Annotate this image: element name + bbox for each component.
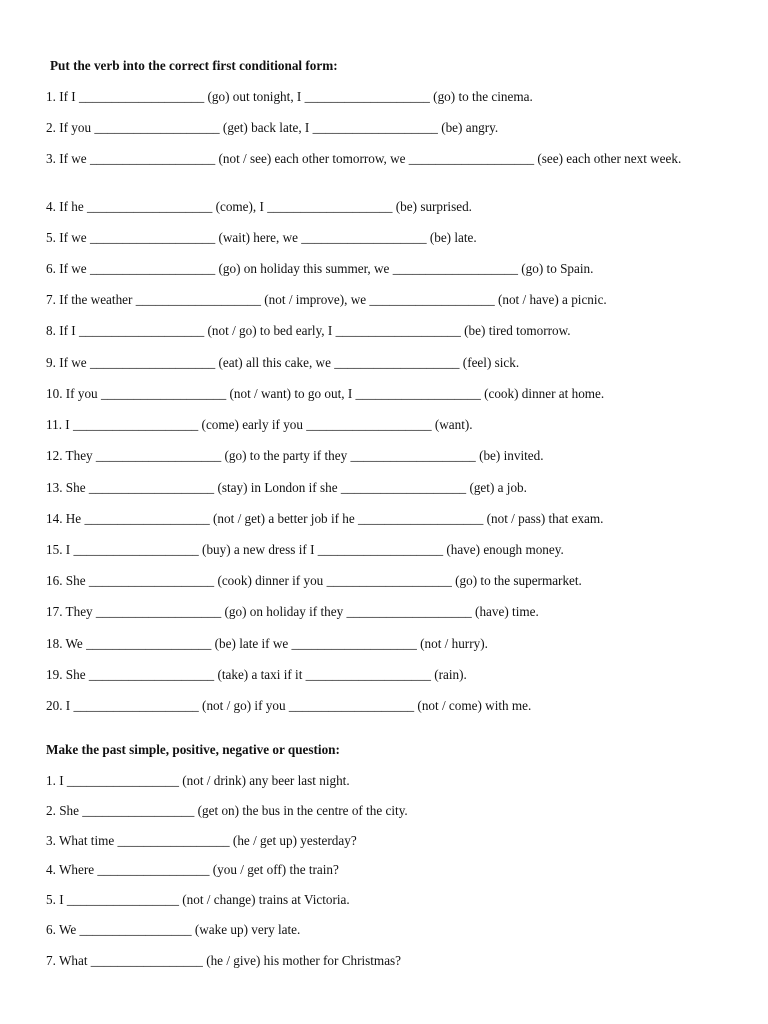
exercise2-item: 2. She _________________ (get on) the bus in the centre of the city. bbox=[46, 803, 408, 818]
exercise1-item: 5. If we ___________________ (wait) here, we ___________________ (be) late. bbox=[46, 230, 477, 245]
exercise2-item: 4. Where _________________ (you / get off) the train? bbox=[46, 862, 339, 877]
exercise1-item: 18. We ___________________ (be) late if we ___________________ (not / hurry). bbox=[46, 636, 488, 651]
exercise1-item: 17. They ___________________ (go) on holiday if they ___________________ (have) time. bbox=[46, 604, 539, 619]
exercise1-item: 9. If we ___________________ (eat) all this cake, we ___________________ (feel) sick. bbox=[46, 355, 520, 370]
exercise1-item: 11. I ___________________ (come) early if you ___________________ (want). bbox=[46, 417, 473, 432]
exercise1-item: 3. If we ___________________ (not / see) each other tomorrow, we ___________________ (see) each other next week. bbox=[46, 151, 682, 166]
exercise2-item: 5. I _________________ (not / change) trains at Victoria. bbox=[46, 892, 350, 907]
exercise1-item: 14. He ___________________ (not / get) a better job if he ___________________ (not / pass) that exam. bbox=[46, 511, 604, 526]
section2-heading: Make the past simple, positive, negative or question: bbox=[46, 742, 340, 757]
exercise2-item: 3. What time _________________ (he / get up) yesterday? bbox=[46, 833, 357, 848]
exercise1-item: 8. If I ___________________ (not / go) to bed early, I ___________________ (be) tired tomorrow. bbox=[46, 323, 571, 338]
exercise1-item: 15. I ___________________ (buy) a new dress if I ___________________ (have) enough money. bbox=[46, 542, 564, 557]
exercise1-item: 2. If you ___________________ (get) back late, I ___________________ (be) angry. bbox=[46, 120, 499, 135]
exercise2-item: 7. What _________________ (he / give) his mother for Christmas? bbox=[46, 953, 402, 968]
exercise1-item: 16. She ___________________ (cook) dinner if you ___________________ (go) to the supermarket. bbox=[46, 573, 582, 588]
exercise1-item: 4. If he ___________________ (come), I ___________________ (be) surprised. bbox=[46, 199, 472, 214]
exercise1-item: 20. I ___________________ (not / go) if you ___________________ (not / come) with me. bbox=[46, 698, 532, 713]
exercise1-item: 7. If the weather ___________________ (not / improve), we ___________________ (not / have) a picnic. bbox=[46, 292, 607, 307]
exercise2-item: 6. We _________________ (wake up) very late. bbox=[46, 922, 301, 937]
section1-heading: Put the verb into the correct first conditional form: bbox=[50, 58, 338, 73]
exercise1-item: 19. She ___________________ (take) a taxi if it ___________________ (rain). bbox=[46, 667, 467, 682]
exercise1-item: 12. They ___________________ (go) to the party if they ___________________ (be) invited. bbox=[46, 448, 544, 463]
exercise2-item: 1. I _________________ (not / drink) any beer last night. bbox=[46, 773, 350, 788]
exercise1-item: 13. She ___________________ (stay) in London if she ___________________ (get) a job. bbox=[46, 480, 527, 495]
exercise1-item: 10. If you ___________________ (not / want) to go out, I ___________________ (cook) dinner at home. bbox=[46, 386, 605, 401]
exercise1-item: 6. If we ___________________ (go) on holiday this summer, we ___________________ (go) to Spain. bbox=[46, 261, 594, 276]
exercise1-item: 1. If I ___________________ (go) out tonight, I ___________________ (go) to the cinema. bbox=[46, 89, 533, 104]
